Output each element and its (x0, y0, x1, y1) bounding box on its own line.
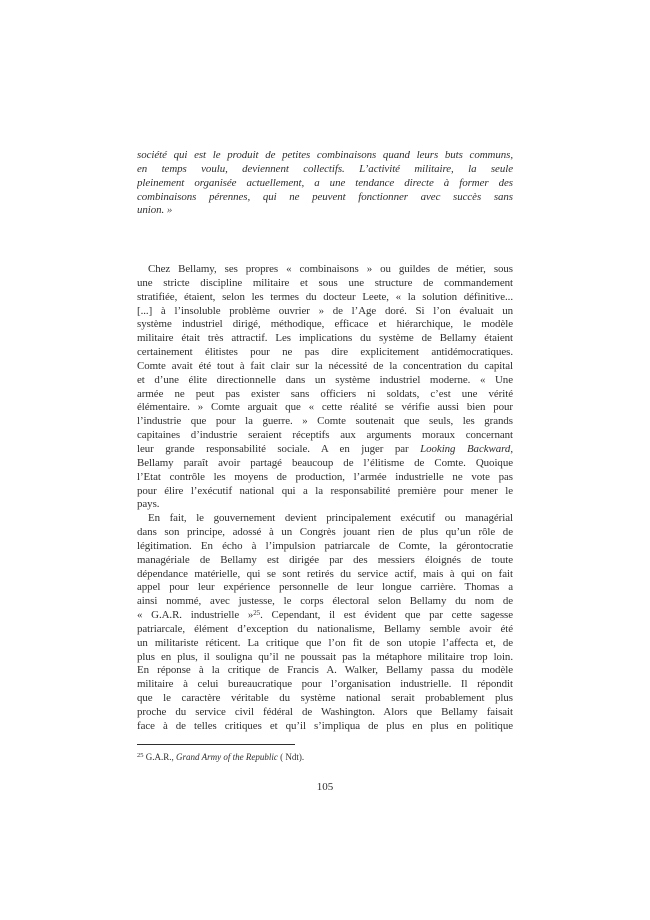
text-line: ainsi nommé, avec justesse, le corps électoral selon Bellamy du nom de (137, 595, 513, 608)
quote-block (137, 149, 513, 218)
footnote: $^{25}$ G.A.R., Grand Army of the Republic ( Ndt). (137, 752, 305, 762)
text-line: [...] à l’insoluble problème ouvrier » de l’Age doré. Si l’on évaluait un (137, 304, 513, 317)
text-line: capitaines d’industrie seraient réceptifs aux arguments moraux concernant (137, 429, 513, 442)
text-line: militaire à celui bureaucratique pour l’organisation industrielle. Il répondit (137, 678, 513, 691)
text-line: un militariste réticent. La critique que l’on fit de son utopie l’affecta et, de (137, 636, 513, 649)
text-line: appel pour leur expérience personnelle de leur longue carrière. Thomas a (137, 581, 513, 594)
text-line: pleinement organisée actuellement, a une tendance directe à former des (137, 176, 513, 189)
text-line: une stricte discipline militaire et sous une structure de commandement (137, 276, 513, 289)
text-line: légitimation. En écho à l’impulsion patriarcale de Comte, la gérontocratie (137, 539, 513, 552)
text-line: l’Etat contrôle les moyens de production, l’armée industrielle ne vote pas (137, 470, 513, 483)
text-line: dans son principe, adossé à un Congrès jouant rien de plus qu’un rôle de (137, 526, 513, 539)
text-line: stratifiée, étaient, selon les termes du docteur Leete, « la solution définitive... (137, 290, 513, 303)
text-line: militaire était très attractif. Les implications du système de Bellamy étaient (137, 332, 513, 345)
text-line: plus en plus, il souligna qu’il ne poussait pas la métaphore militaire trop loin. (137, 650, 513, 663)
text-line: combinaisons pérennes, qui ne peuvent fonctionner avec succès sans (137, 190, 513, 203)
text-line: Comte avait été tout à fait clair sur la nécessité de la concentration du capital (137, 359, 513, 372)
text-line: dépendance matérielle, qui se sont retirés du service actif, mais à qui on fait (137, 567, 513, 580)
paragraph-1 (137, 263, 513, 512)
text-line: système industriel dirigé, méthodique, efficace et hiérarchique, le modèle (137, 318, 513, 331)
text-line: que le caractère véritable du système national serait probablement plus (137, 692, 513, 705)
text-line: et d’une élite directionnelle dans un système industriel moderne. « Une (137, 373, 513, 386)
text-line: pays. (137, 498, 160, 511)
text-line: armée ne peut pas exister sans officiers ni soldats, c’est une vérité (137, 387, 513, 400)
text-line: élémentaire. » Comte arguait que « cette réalité se vérifie aussi bien pour (137, 401, 513, 414)
text-line: l’industrie que pour la guerre. » Comte soutenait que seuls, les grands (137, 415, 513, 428)
body-text (137, 263, 513, 734)
text-line: « G.A.R. industrielle »$^{25}$. Cependant, il est évident que par cette sagesse (137, 609, 513, 622)
text-line: certainement élitistes pour ne pas dire explicitement antidémocratiques. (137, 346, 513, 359)
text-line: En fait, le gouvernement devient principalement exécutif ou managérial (148, 512, 513, 525)
text-line: face à de telles critiques et qu’il s’impliqua de plus en plus en politique (137, 719, 513, 732)
text-line: En réponse à la critique de Francis A. Walker, Bellamy passa du modèle (137, 664, 513, 677)
text-line: patriarcale, élément d’exception du nationalisme, Bellamy semble avoir été (137, 622, 513, 635)
text-line: société qui est le produit de petites combinaisons quand leurs buts communs, (137, 149, 513, 161)
text-line: pour élire l’exécutif national qui a la responsabilité première pour mener le (137, 484, 513, 497)
text-line: en temps voulu, deviennent collectifs. L’activité militaire, la seule (137, 162, 513, 175)
text-line: leur grande responsabilité sociale. A en juger par Looking Backward, (137, 442, 513, 455)
page-number: 105 (316, 781, 334, 793)
footnote-divider (137, 744, 295, 745)
text-line: managériale de Bellamy est dirigée par des messiers éloignés de toute (137, 553, 513, 566)
paragraph-2 (137, 512, 513, 734)
text-line: union. » (137, 204, 173, 217)
text-line: Chez Bellamy, ses propres « combinaisons » ou guildes de métier, sous (148, 263, 513, 275)
text-line: proche du service civil fédéral de Washington. Alors que Bellamy faisait (137, 706, 513, 718)
text-line: Bellamy paraît avoir partagé beaucoup de l’élitisme de Comte. Quoique (137, 456, 513, 469)
